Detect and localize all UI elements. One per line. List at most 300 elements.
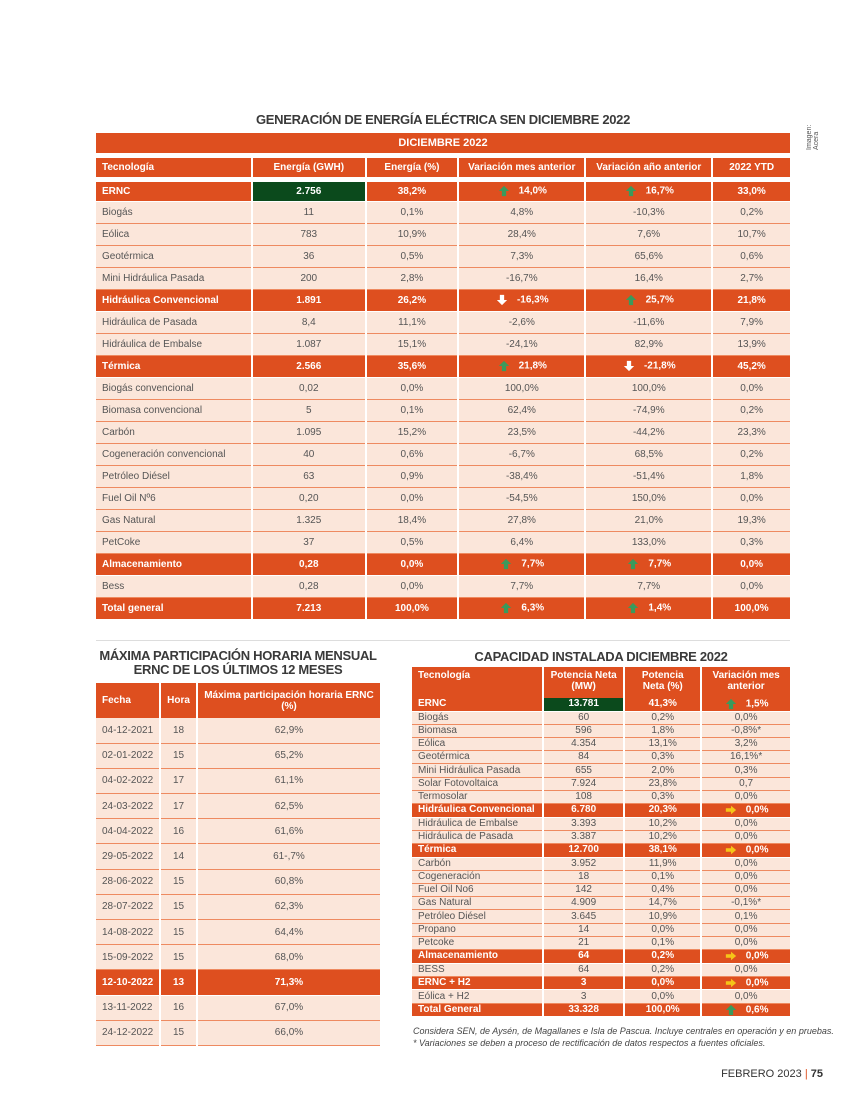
table-row xyxy=(96,995,380,1020)
table-row xyxy=(96,421,790,443)
table-cell xyxy=(585,267,712,289)
cell-value: 11,9% xyxy=(648,857,677,869)
table-cell xyxy=(96,267,252,289)
table-cell xyxy=(585,421,712,443)
cell-value: 10,9% xyxy=(648,910,677,922)
cell-value: 0,3% xyxy=(740,536,764,548)
column-header: Hora xyxy=(160,683,197,718)
table-cell xyxy=(543,777,624,790)
table-cell xyxy=(366,311,459,333)
cell-value: Térmica xyxy=(102,360,141,372)
cell-value: 61,1% xyxy=(274,775,304,787)
table-cell xyxy=(701,936,790,949)
cell-value: 2,7% xyxy=(740,272,764,284)
cell-value: 0,1% xyxy=(400,404,424,416)
cell-value: 596 xyxy=(575,724,592,736)
table-cell xyxy=(412,990,543,1003)
table-cell xyxy=(252,443,366,465)
cell-value: 2,0% xyxy=(651,764,675,776)
column-header: Potencia Neta (%) xyxy=(624,667,701,698)
cell-value: Propano xyxy=(418,923,456,935)
table-cell xyxy=(624,963,701,976)
cell-value: 0,7 xyxy=(739,777,754,789)
table-cell xyxy=(585,443,712,465)
table-cell xyxy=(197,743,380,768)
table-cell xyxy=(366,399,459,421)
table-cell xyxy=(366,575,459,597)
arrow-up-icon xyxy=(724,698,738,710)
table-cell xyxy=(252,597,366,619)
cell-value: 7,6% xyxy=(637,228,661,240)
cell-value: 2.756 xyxy=(296,185,322,197)
cell-value: 18 xyxy=(172,724,185,736)
table-cell xyxy=(412,698,543,711)
generation-table xyxy=(96,133,790,620)
table-row xyxy=(96,267,790,289)
table-cell xyxy=(712,333,790,355)
image-credit: Imagen: Acera xyxy=(806,124,820,150)
arrow-up-icon xyxy=(497,360,511,372)
cell-value: 41,3% xyxy=(648,698,677,710)
table-row xyxy=(412,963,790,976)
table-cell xyxy=(412,830,543,843)
cell-value: -21,8% xyxy=(643,360,676,372)
cell-value: 0,0% xyxy=(745,950,769,962)
cell-value: 0,0% xyxy=(400,558,424,570)
table-row xyxy=(412,777,790,790)
table-cell xyxy=(96,179,252,201)
cell-value: 23,3% xyxy=(737,426,766,438)
table-cell xyxy=(585,311,712,333)
table-cell xyxy=(252,333,366,355)
cell-value: Eólica + H2 xyxy=(418,990,470,1002)
table-row xyxy=(96,487,790,509)
table-cell xyxy=(543,923,624,936)
table-row xyxy=(412,923,790,936)
cell-value: 24-12-2022 xyxy=(102,1027,154,1039)
column-header: Fecha xyxy=(96,683,160,718)
table-cell xyxy=(543,830,624,843)
table-cell xyxy=(96,575,252,597)
table-cell xyxy=(366,597,459,619)
cell-value: 3.645 xyxy=(571,910,597,922)
table-cell xyxy=(701,857,790,870)
table-cell xyxy=(624,698,701,711)
table-cell xyxy=(366,553,459,575)
table-cell xyxy=(412,936,543,949)
cell-value: 15 xyxy=(172,876,185,888)
cell-value: 783 xyxy=(300,228,318,240)
table-cell xyxy=(701,830,790,843)
cell-value: 68,0% xyxy=(274,951,304,963)
table-cell xyxy=(712,245,790,267)
cell-value: 64 xyxy=(578,963,590,975)
cell-value: Biomasa xyxy=(418,724,457,736)
cell-value: 13-11-2022 xyxy=(102,1002,153,1014)
table-cell xyxy=(585,333,712,355)
table-cell xyxy=(701,963,790,976)
cell-value: Total general xyxy=(102,602,164,614)
table-cell xyxy=(412,764,543,777)
cell-value: 4.909 xyxy=(571,897,597,909)
table-cell xyxy=(624,764,701,777)
cell-value: Fuel Oil Nº6 xyxy=(102,492,156,504)
cell-value: 61,6% xyxy=(274,825,304,837)
cell-value: 38,1% xyxy=(648,844,677,856)
table-row xyxy=(96,945,380,970)
cell-value: 12-10-2022 xyxy=(102,976,154,988)
table-cell xyxy=(252,575,366,597)
cell-value: 21,8% xyxy=(737,294,766,306)
cell-value: 0,9% xyxy=(400,470,424,482)
table-row xyxy=(96,201,790,223)
table-cell xyxy=(412,870,543,883)
cell-value: 36 xyxy=(303,250,315,262)
table-cell xyxy=(197,844,380,869)
cell-value: 7.924 xyxy=(571,777,597,789)
table-cell xyxy=(252,245,366,267)
cell-value: -0,1%* xyxy=(731,897,762,909)
cell-value: 29-05-2022 xyxy=(102,851,154,863)
table-row xyxy=(96,869,380,894)
cell-value: 2.566 xyxy=(296,360,322,372)
table-cell xyxy=(585,179,712,201)
table-cell xyxy=(701,804,790,818)
cell-value: 0,02 xyxy=(299,382,319,394)
cell-value: 200 xyxy=(300,272,318,284)
table-cell xyxy=(701,976,790,990)
cell-value: 1.095 xyxy=(296,426,322,438)
cell-value: 0,28 xyxy=(299,558,319,570)
table-row xyxy=(412,870,790,883)
table-cell xyxy=(458,311,585,333)
table-cell xyxy=(160,894,197,919)
table-cell xyxy=(543,963,624,976)
cell-value: 02-01-2022 xyxy=(102,750,154,762)
table-cell xyxy=(543,1003,624,1017)
table-row xyxy=(96,1020,380,1045)
table-cell xyxy=(366,333,459,355)
table-cell xyxy=(712,443,790,465)
table-cell xyxy=(458,575,585,597)
table-cell xyxy=(712,575,790,597)
cell-value: 11,1% xyxy=(398,316,426,328)
cell-value: 23,8% xyxy=(648,777,677,789)
table-row xyxy=(412,724,790,737)
table-cell xyxy=(712,421,790,443)
table-cell xyxy=(366,465,459,487)
table-row xyxy=(412,764,790,777)
cell-value: 23,5% xyxy=(507,426,536,438)
table-cell xyxy=(96,794,160,819)
table-cell xyxy=(543,857,624,870)
cell-value: 15 xyxy=(172,1027,185,1039)
cell-value: Mini Hidráulica Pasada xyxy=(418,764,521,776)
table-cell xyxy=(624,804,701,818)
cell-value: 40 xyxy=(303,448,315,460)
cell-value: 19,3% xyxy=(737,514,766,526)
table-cell xyxy=(96,311,252,333)
cell-value: 0,2% xyxy=(740,206,764,218)
table-cell xyxy=(96,465,252,487)
cell-value: 04-12-2021 xyxy=(102,724,154,736)
cell-value: Hidráulica Convencional xyxy=(418,804,535,816)
cell-value: 100,0% xyxy=(645,1003,680,1015)
table-cell xyxy=(701,777,790,790)
table-cell xyxy=(712,597,790,619)
table-cell xyxy=(585,223,712,245)
cell-value: 3,2% xyxy=(734,738,758,750)
cell-value: 38,2% xyxy=(397,185,427,197)
table-cell xyxy=(96,553,252,575)
cell-value: 2,8% xyxy=(400,272,424,284)
cell-value: -51,4% xyxy=(632,470,665,482)
table-cell xyxy=(543,738,624,751)
table-row xyxy=(412,910,790,923)
table-cell xyxy=(458,553,585,575)
cell-value: 0,5% xyxy=(400,250,424,262)
cell-value: 7,9% xyxy=(740,316,764,328)
cell-value: 14,7% xyxy=(648,897,677,909)
cell-value: 0,0% xyxy=(734,857,758,869)
table-cell xyxy=(252,465,366,487)
table-cell xyxy=(543,804,624,818)
table-cell xyxy=(624,711,701,724)
cell-value: 0,0% xyxy=(400,492,424,504)
cell-value: 60 xyxy=(578,711,590,723)
table-cell xyxy=(624,738,701,751)
cell-value: -54,5% xyxy=(505,492,538,504)
table-cell xyxy=(252,377,366,399)
cell-value: 1.891 xyxy=(296,294,322,306)
table-row-category xyxy=(96,970,380,995)
table-cell xyxy=(160,743,197,768)
table-cell xyxy=(252,223,366,245)
table-cell xyxy=(624,724,701,737)
table-cell xyxy=(197,945,380,970)
table-cell xyxy=(458,333,585,355)
table-cell xyxy=(96,743,160,768)
table-cell xyxy=(458,487,585,509)
cell-value: Hidráulica Convencional xyxy=(102,294,219,306)
cell-value: Cogeneración convencional xyxy=(102,448,226,460)
table-cell xyxy=(701,711,790,724)
table-cell xyxy=(366,421,459,443)
table-cell xyxy=(458,399,585,421)
table-cell xyxy=(160,718,197,743)
table-cell xyxy=(624,990,701,1003)
table-cell xyxy=(366,509,459,531)
table-cell xyxy=(96,844,160,869)
table-cell xyxy=(366,245,459,267)
cell-value: 17 xyxy=(172,775,185,787)
installed-capacity-table xyxy=(412,667,790,1017)
cell-value: 0,0% xyxy=(651,923,675,935)
table-cell xyxy=(96,289,252,311)
table-row-category xyxy=(96,179,790,201)
cell-value: Geotérmica xyxy=(418,751,470,763)
table-cell xyxy=(543,711,624,724)
table-cell xyxy=(96,333,252,355)
cell-value: 6.780 xyxy=(571,804,597,816)
table-cell xyxy=(712,223,790,245)
cell-value: 27,8% xyxy=(507,514,536,526)
cell-value: 04-04-2022 xyxy=(102,825,154,837)
left-table-title: MÁXIMA PARTICIPACIÓN HORARIA MENSUAL ERNC DE LOS ÚLTIMOS 12 MESES xyxy=(99,648,377,677)
cell-value: Biomasa convencional xyxy=(102,404,203,416)
cell-value: Hidráulica de Pasada xyxy=(418,830,514,842)
cell-value: 1,8% xyxy=(651,724,675,736)
arrow-up-icon xyxy=(499,558,513,570)
cell-value: 12.700 xyxy=(568,844,599,856)
cell-value: 1.325 xyxy=(296,514,322,526)
arrow-up-icon xyxy=(724,1004,738,1016)
cell-value: 13,1% xyxy=(648,738,677,750)
cell-value: 60,8% xyxy=(274,876,304,888)
table-cell xyxy=(701,949,790,963)
page-number: 75 xyxy=(810,1068,823,1080)
cell-value: 142 xyxy=(575,884,592,896)
table-row xyxy=(412,830,790,843)
cell-value: 0,0% xyxy=(400,382,424,394)
table-cell xyxy=(197,894,380,919)
table-cell xyxy=(96,945,160,970)
cell-value: 28-06-2022 xyxy=(102,876,154,888)
table-cell xyxy=(585,487,712,509)
table-cell xyxy=(252,201,366,223)
cell-value: 0,2% xyxy=(740,404,764,416)
cell-value: 0,4% xyxy=(651,884,675,896)
table-cell xyxy=(585,377,712,399)
cell-value: 65,2% xyxy=(274,750,304,762)
table-cell xyxy=(458,289,585,311)
cell-value: Gas Natural xyxy=(418,897,472,909)
column-header: Variación mes anterior xyxy=(458,155,585,179)
table-cell xyxy=(624,1003,701,1017)
table-cell xyxy=(701,910,790,923)
cell-value: 15 xyxy=(172,901,185,913)
cell-value: Eólica xyxy=(418,738,446,750)
table-row xyxy=(412,990,790,1003)
arrow-up-icon xyxy=(497,185,511,197)
table-cell xyxy=(160,970,197,995)
table-cell xyxy=(252,267,366,289)
table-cell xyxy=(160,794,197,819)
cell-value: 1,8% xyxy=(740,470,764,482)
table-cell xyxy=(160,920,197,945)
footer-divider: | xyxy=(804,1068,808,1080)
table-cell xyxy=(96,995,160,1020)
table-cell xyxy=(412,790,543,803)
table-cell xyxy=(624,870,701,883)
table-cell xyxy=(585,553,712,575)
table-cell xyxy=(701,764,790,777)
table-cell xyxy=(712,179,790,201)
footnote-variations: * Variaciones se deben a proceso de rectificación de datos respectos a fuentes oficiales. xyxy=(413,1038,766,1048)
cell-value: 18,4% xyxy=(397,514,427,526)
table-cell xyxy=(197,718,380,743)
table-cell xyxy=(543,949,624,963)
cell-value: 68,5% xyxy=(634,448,663,460)
arrow-right-icon xyxy=(724,950,738,962)
arrow-up-icon xyxy=(626,602,640,614)
cell-value: 24-03-2022 xyxy=(102,800,154,812)
table-cell xyxy=(252,311,366,333)
table-cell xyxy=(624,844,701,858)
table-cell xyxy=(712,399,790,421)
table-row xyxy=(96,819,380,844)
table-cell xyxy=(96,1020,160,1045)
cell-value: Biogás convencional xyxy=(102,382,194,394)
table-cell xyxy=(96,718,160,743)
cell-value: 4.354 xyxy=(571,738,597,750)
table-cell xyxy=(197,794,380,819)
cell-value: 0,2% xyxy=(740,448,764,460)
cell-value: 0,6% xyxy=(740,250,764,262)
cell-value: Térmica xyxy=(418,844,457,856)
main-table-title: GENERACIÓN DE ENERGÍA ELÉCTRICA SEN DICIEMBRE 2022 xyxy=(255,112,631,127)
table-cell xyxy=(160,844,197,869)
table-row xyxy=(96,718,380,743)
table-cell xyxy=(701,698,790,711)
table-row xyxy=(96,920,380,945)
cell-value: Petcoke xyxy=(418,936,455,948)
table-cell xyxy=(543,897,624,910)
table-cell xyxy=(701,790,790,803)
cell-value: 67,0% xyxy=(274,1002,304,1014)
table-cell xyxy=(543,910,624,923)
cell-value: 10,2% xyxy=(648,817,677,829)
table-cell xyxy=(160,768,197,793)
table-cell xyxy=(624,936,701,949)
table-cell xyxy=(412,923,543,936)
cell-value: Termosolar xyxy=(418,790,468,802)
cell-value: 13.781 xyxy=(568,698,599,710)
cell-value: 100,0% xyxy=(394,602,429,614)
cell-value: -74,9% xyxy=(632,404,665,416)
table-cell xyxy=(585,531,712,553)
table-cell xyxy=(624,830,701,843)
table-cell xyxy=(412,817,543,830)
table-cell xyxy=(585,355,712,377)
cell-value: 0,0% xyxy=(734,963,758,975)
table-cell xyxy=(412,804,543,818)
cell-value: 0,0% xyxy=(734,990,758,1002)
table-cell xyxy=(197,995,380,1020)
table-cell xyxy=(458,597,585,619)
table-cell xyxy=(585,399,712,421)
table-cell xyxy=(458,355,585,377)
cell-value: Bess xyxy=(102,580,125,592)
cell-value: 62,5% xyxy=(274,800,304,812)
table-cell xyxy=(701,738,790,751)
cell-value: PetCoke xyxy=(102,536,141,548)
cell-value: 0,1% xyxy=(651,870,675,882)
table-cell xyxy=(701,817,790,830)
table-cell xyxy=(252,399,366,421)
cell-value: 15 xyxy=(172,926,185,938)
table-cell xyxy=(160,819,197,844)
table-cell xyxy=(96,377,252,399)
cell-value: 5 xyxy=(306,404,312,416)
table-row xyxy=(412,817,790,830)
cell-value: 0,0% xyxy=(740,382,764,394)
cell-value: 16,1%* xyxy=(729,751,763,763)
cell-value: 84 xyxy=(578,751,590,763)
table-cell xyxy=(458,509,585,531)
table-cell xyxy=(543,698,624,711)
section-divider xyxy=(96,640,790,641)
